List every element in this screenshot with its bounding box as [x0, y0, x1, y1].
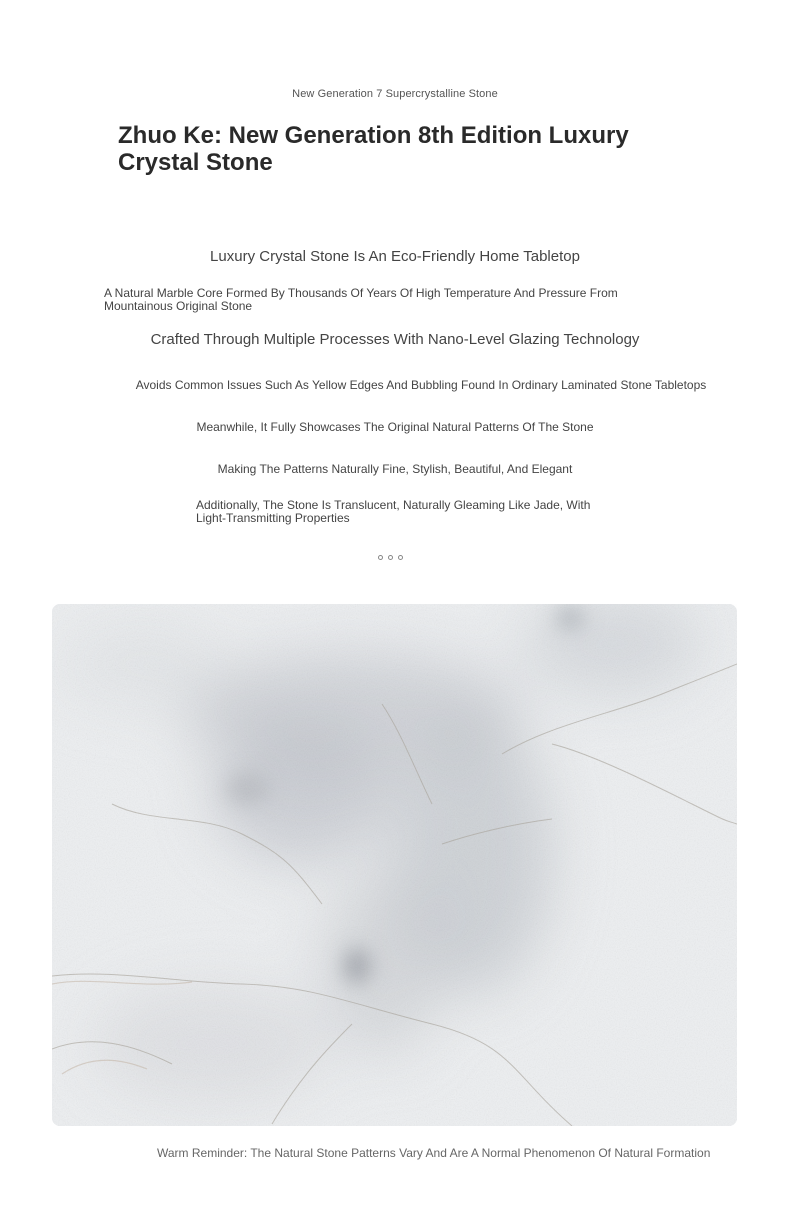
loading-dots [378, 555, 403, 560]
line-natural-patterns: Meanwhile, It Fully Showcases The Original Natural Patterns Of The Stone [196, 420, 594, 434]
dot-icon [388, 555, 393, 560]
line-translucent: Additionally, The Stone Is Translucent, Naturally Gleaming Like Jade, With Light-Transmitting Properties [196, 498, 591, 525]
dot-icon [398, 555, 403, 560]
page-title: Zhuo Ke: New Generation 8th Edition Luxury Crystal Stone [118, 122, 629, 176]
line-fine-elegant: Making The Patterns Naturally Fine, Stylish, Beautiful, And Elegant [217, 462, 573, 476]
marble-stone-image [52, 604, 737, 1126]
line-eco-friendly: Luxury Crystal Stone Is An Eco-Friendly Home Tabletop [210, 248, 580, 265]
dot-icon [378, 555, 383, 560]
line-avoids-issues: Avoids Common Issues Such As Yellow Edges And Bubbling Found In Ordinary Laminated Stone Tabletops [135, 378, 707, 392]
kicker-text: New Generation 7 Supercrystalline Stone [292, 88, 498, 100]
line-nano-glazing: Crafted Through Multiple Processes With Nano-Level Glazing Technology [150, 331, 640, 348]
line-marble-core: A Natural Marble Core Formed By Thousands Of Years Of High Temperature And Pressure From Mountainous Original Stone [104, 286, 618, 313]
warm-reminder: Warm Reminder: The Natural Stone Patterns Vary And Are A Normal Phenomenon Of Natural Formation [157, 1146, 711, 1160]
